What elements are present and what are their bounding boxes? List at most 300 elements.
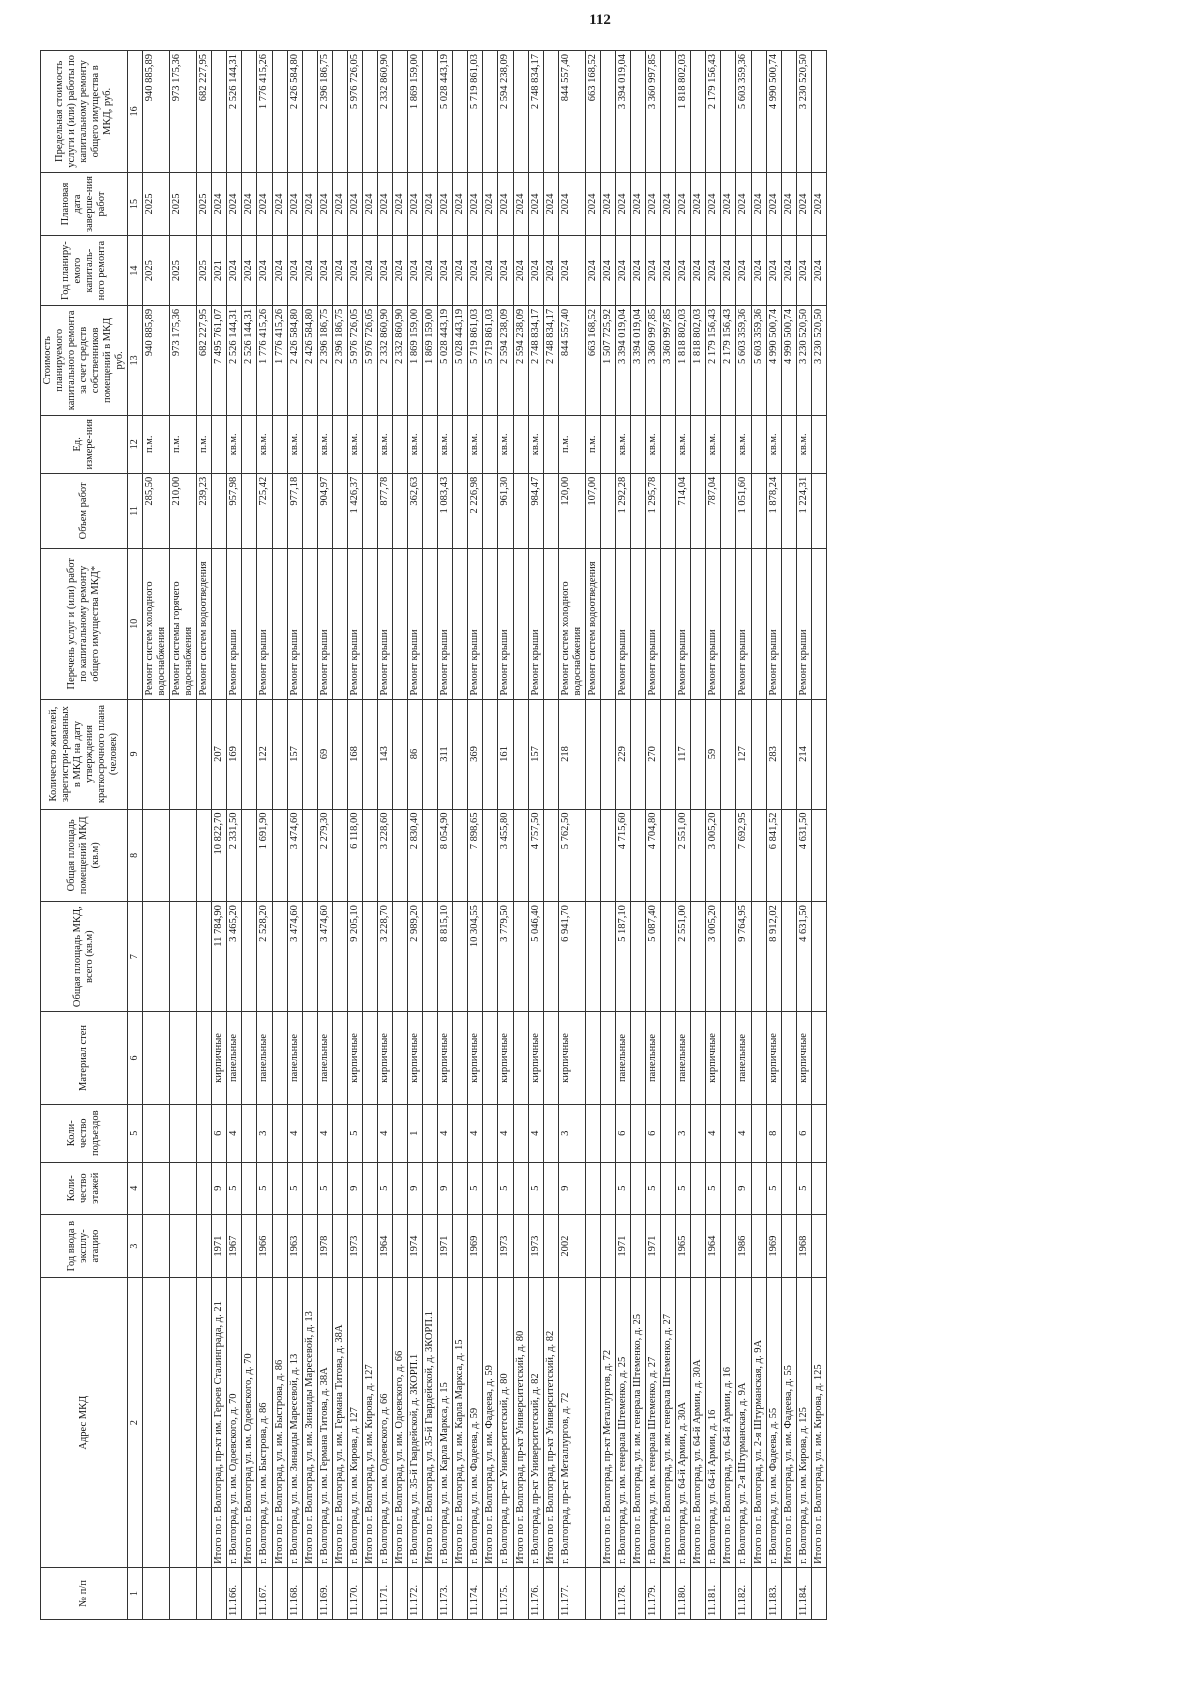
cell-n	[393, 1567, 408, 1619]
cell-n: 11.168.	[287, 1567, 302, 1619]
cell-p: 4	[377, 1104, 392, 1162]
cell-s	[483, 51, 498, 173]
cell-j	[393, 699, 408, 809]
cell-p: 6	[796, 1104, 811, 1162]
cell-addr	[170, 1278, 197, 1567]
cell-a7: 8 912,02	[766, 902, 781, 1012]
cell-v	[811, 473, 826, 548]
cell-c: 1 869 159,00	[408, 305, 423, 415]
cell-n	[302, 1567, 317, 1619]
cell-addr: Итого по г. Волгоград, пр-кт Металлургов, д. 72	[600, 1278, 615, 1567]
cell-a7: 3 474,60	[287, 902, 302, 1012]
cell-p	[585, 1104, 600, 1162]
cell-a8: 7 898,65	[468, 809, 483, 902]
total-row	[212, 51, 227, 1620]
header-col-3: Год ввода в эксплу-атацию	[41, 1214, 128, 1278]
cell-y: 1969	[766, 1214, 781, 1278]
total-row	[242, 51, 257, 1620]
cell-c: 5 976 726,05	[362, 305, 377, 415]
cell-addr: г. Волгоград, ул. 35-й Гвардейской, д. 3КОРП.1	[408, 1278, 423, 1567]
cell-f: 5	[615, 1162, 630, 1214]
total-row	[811, 51, 826, 1620]
cell-m: кирпичные	[347, 1012, 362, 1105]
cell-y: 1978	[317, 1214, 332, 1278]
cell-a8: 6 118,00	[347, 809, 362, 902]
cell-y15: 2024	[691, 172, 706, 236]
cell-f: 9	[558, 1162, 585, 1214]
cell-y15: 2024	[721, 172, 736, 236]
cell-y14: 2024	[721, 236, 736, 305]
cell-y: 1973	[347, 1214, 362, 1278]
cell-u: кв.м.	[377, 415, 392, 473]
cell-c: 2 594 238,09	[513, 305, 528, 415]
cell-c: 1 818 802,03	[676, 305, 691, 415]
cell-v	[631, 473, 646, 548]
cell-y14: 2024	[453, 236, 468, 305]
cell-v	[453, 473, 468, 548]
cell-m: кирпичные	[408, 1012, 423, 1105]
cell-y	[631, 1214, 646, 1278]
cell-a7	[393, 902, 408, 1012]
cell-addr: Итого по г. Волгоград, ул. им. Одоевского, д. 66	[393, 1278, 408, 1567]
cell-addr: Итого по г. Волгоград, ул. им. генерала Штеменко, д. 27	[661, 1278, 676, 1567]
cell-y15: 2024	[408, 172, 423, 236]
header-col-11: Объем работ	[41, 473, 128, 548]
cell-n: 11.167.	[257, 1567, 272, 1619]
cell-w: Ремонт крыши	[257, 549, 272, 700]
cell-w: Ремонт систем холодного водоснабжения	[558, 549, 585, 700]
cell-a8	[272, 809, 287, 902]
cell-s: 5 028 443,19	[438, 51, 453, 173]
cell-y14: 2024	[781, 236, 796, 305]
cell-c: 2 332 860,90	[377, 305, 392, 415]
cell-y14: 2024	[543, 236, 558, 305]
cell-f: 9	[438, 1162, 453, 1214]
rotated-table-container	[40, 50, 1160, 1620]
cell-y14: 2024	[257, 236, 272, 305]
cell-m	[631, 1012, 646, 1105]
cell-s	[453, 51, 468, 173]
cell-f: 5	[676, 1162, 691, 1214]
cell-m	[600, 1012, 615, 1105]
header-num-16: 16	[128, 51, 143, 173]
cell-w	[423, 549, 438, 700]
cell-s: 5 603 359,36	[736, 51, 751, 173]
cell-y14: 2024	[676, 236, 691, 305]
page-number: 112	[589, 12, 611, 28]
cell-y15: 2024	[528, 172, 543, 236]
cell-a7	[197, 902, 212, 1012]
cell-n	[631, 1567, 646, 1619]
cell-n: 11.179.	[646, 1567, 661, 1619]
cell-u	[631, 415, 646, 473]
cell-y	[142, 1214, 169, 1278]
table-row	[498, 51, 513, 1620]
cell-w	[781, 549, 796, 700]
cell-n: 11.176.	[528, 1567, 543, 1619]
cell-c: 5 603 359,36	[751, 305, 766, 415]
cell-s: 940 885,89	[142, 51, 169, 173]
cell-u	[483, 415, 498, 473]
cell-w	[721, 549, 736, 700]
cell-w: Ремонт крыши	[615, 549, 630, 700]
cell-a8	[543, 809, 558, 902]
cell-n: 11.173.	[438, 1567, 453, 1619]
cell-y14: 2024	[585, 236, 600, 305]
cell-y15: 2024	[781, 172, 796, 236]
cell-c: 4 990 500,74	[781, 305, 796, 415]
cell-w	[483, 549, 498, 700]
cell-s	[751, 51, 766, 173]
cell-c: 3 230 520,50	[796, 305, 811, 415]
cell-a8	[423, 809, 438, 902]
cell-a7: 3 474,60	[317, 902, 332, 1012]
cell-s: 663 168,52	[585, 51, 600, 173]
header-col-2: Адрес МКД	[41, 1278, 128, 1567]
cell-y	[393, 1214, 408, 1278]
cell-a8: 4 704,80	[646, 809, 661, 902]
table-row	[227, 51, 242, 1620]
cell-a8	[197, 809, 212, 902]
cell-a8	[661, 809, 676, 902]
header-num-4: 4	[128, 1162, 143, 1214]
cell-j	[661, 699, 676, 809]
cell-addr: Итого по г. Волгоград, ул. им. Германа Титова, д. 38А	[332, 1278, 347, 1567]
cell-y15: 2024	[751, 172, 766, 236]
cell-y	[423, 1214, 438, 1278]
cell-u	[423, 415, 438, 473]
cell-y14: 2024	[362, 236, 377, 305]
cell-a7: 6 941,70	[558, 902, 585, 1012]
cell-y14: 2024	[796, 236, 811, 305]
cell-a7: 2 989,20	[408, 902, 423, 1012]
cell-p: 6	[646, 1104, 661, 1162]
cell-addr: Итого по г. Волгоград, ул. им. генерала Штеменко, д. 25	[631, 1278, 646, 1567]
cell-a8: 4 757,50	[528, 809, 543, 902]
cell-y14: 2024	[242, 236, 257, 305]
cell-a7: 3 228,70	[377, 902, 392, 1012]
cell-v: 1 083,43	[438, 473, 453, 548]
header-num-2: 2	[128, 1278, 143, 1567]
cell-j: 59	[706, 699, 721, 809]
cell-p	[332, 1104, 347, 1162]
cell-u	[751, 415, 766, 473]
cell-v: 961,30	[498, 473, 513, 548]
cell-s: 2 426 584,80	[287, 51, 302, 173]
cell-s	[721, 51, 736, 173]
cell-f	[423, 1162, 438, 1214]
cell-j	[600, 699, 615, 809]
cell-m	[453, 1012, 468, 1105]
cell-v: 904,97	[317, 473, 332, 548]
cell-v: 285,50	[142, 473, 169, 548]
cell-n: 11.177.	[558, 1567, 585, 1619]
cell-w	[513, 549, 528, 700]
cell-y14: 2024	[766, 236, 781, 305]
cell-a8: 2 331,50	[227, 809, 242, 902]
total-row	[781, 51, 796, 1620]
header-num-13: 13	[128, 305, 143, 415]
cell-addr: Итого по г. Волгоград, ул. им. Зинаиды Маресевой, д. 13	[302, 1278, 317, 1567]
cell-y14: 2025	[197, 236, 212, 305]
cell-a8: 8 054,90	[438, 809, 453, 902]
cell-v	[661, 473, 676, 548]
cell-c: 940 885,89	[142, 305, 169, 415]
header-number-row	[128, 51, 143, 1620]
cell-c: 2 396 186,75	[317, 305, 332, 415]
cell-m	[661, 1012, 676, 1105]
cell-p: 4	[438, 1104, 453, 1162]
cell-a7	[170, 902, 197, 1012]
cell-a7: 5 087,40	[646, 902, 661, 1012]
cell-y	[721, 1214, 736, 1278]
cell-w: Ремонт систем водоотведения	[585, 549, 600, 700]
cell-n	[453, 1567, 468, 1619]
cell-y15: 2024	[212, 172, 227, 236]
cell-y14: 2024	[408, 236, 423, 305]
table-row	[585, 51, 600, 1620]
cell-v: 1 224,31	[796, 473, 811, 548]
cell-p	[453, 1104, 468, 1162]
cell-addr: Итого по г. Волгоград, ул. им. Фадеева, д. 59	[483, 1278, 498, 1567]
cell-m: кирпичные	[706, 1012, 721, 1105]
cell-y15: 2024	[811, 172, 826, 236]
cell-y15: 2024	[257, 172, 272, 236]
cell-u: кв.м.	[227, 415, 242, 473]
header-col-13: Стоимость планируемого капитального ремонта за счет средств собственников помещений в МКД руб.	[41, 305, 128, 415]
cell-v: 1 426,37	[347, 473, 362, 548]
cell-y	[197, 1214, 212, 1278]
cell-y	[811, 1214, 826, 1278]
cell-a8	[781, 809, 796, 902]
header-num-8: 8	[128, 809, 143, 902]
cell-f: 5	[257, 1162, 272, 1214]
cell-p	[751, 1104, 766, 1162]
cell-c: 2 748 834,17	[543, 305, 558, 415]
cell-y14: 2024	[751, 236, 766, 305]
cell-c: 2 748 834,17	[528, 305, 543, 415]
cell-f	[272, 1162, 287, 1214]
cell-p: 4	[227, 1104, 242, 1162]
cell-a7	[811, 902, 826, 1012]
cell-u: кв.м.	[676, 415, 691, 473]
cell-j: 161	[498, 699, 513, 809]
cell-a7	[543, 902, 558, 1012]
cell-s: 3 394 019,04	[615, 51, 630, 173]
cell-p	[242, 1104, 257, 1162]
cell-f: 5	[796, 1162, 811, 1214]
cell-y	[585, 1214, 600, 1278]
cell-a7: 11 784,90	[212, 902, 227, 1012]
cell-m: панельные	[676, 1012, 691, 1105]
cell-y14: 2024	[438, 236, 453, 305]
cell-addr: Итого по г. Волгоград, ул. 64-й Армии, д. 30А	[691, 1278, 706, 1567]
cell-v: 1 051,60	[736, 473, 751, 548]
cell-m: панельные	[317, 1012, 332, 1105]
cell-f	[631, 1162, 646, 1214]
cell-w: Ремонт крыши	[317, 549, 332, 700]
cell-s	[543, 51, 558, 173]
cell-m: панельные	[646, 1012, 661, 1105]
cell-f: 5	[766, 1162, 781, 1214]
cell-y14: 2024	[227, 236, 242, 305]
cell-y15: 2025	[142, 172, 169, 236]
cell-p: 4	[498, 1104, 513, 1162]
cell-p: 4	[736, 1104, 751, 1162]
cell-c: 663 168,52	[585, 305, 600, 415]
cell-c: 3 360 997,85	[646, 305, 661, 415]
table-row	[528, 51, 543, 1620]
cell-m: панельные	[257, 1012, 272, 1105]
cell-v	[362, 473, 377, 548]
cell-j: 157	[287, 699, 302, 809]
cell-v: 107,00	[585, 473, 600, 548]
cell-m	[781, 1012, 796, 1105]
cell-addr: г. Волгоград, ул. им. генерала Штеменко, д. 27	[646, 1278, 661, 1567]
cell-y14: 2024	[287, 236, 302, 305]
header-col-5: Коли-чество подъездов	[41, 1104, 128, 1162]
total-row	[513, 51, 528, 1620]
cell-f: 5	[377, 1162, 392, 1214]
cell-p	[811, 1104, 826, 1162]
cell-c: 5 603 359,36	[736, 305, 751, 415]
cell-y: 1964	[706, 1214, 721, 1278]
cell-a7: 3 005,20	[706, 902, 721, 1012]
header-col-8: Общая площадь помещений МКД (кв.м)	[41, 809, 128, 902]
cell-u	[212, 415, 227, 473]
cell-j: 229	[615, 699, 630, 809]
cell-y15: 2024	[377, 172, 392, 236]
cell-v	[423, 473, 438, 548]
cell-addr: Итого по г. Волгоград, пр-кт Университетский, д. 80	[513, 1278, 528, 1567]
cell-w	[691, 549, 706, 700]
cell-a8	[721, 809, 736, 902]
cell-s: 5 719 861,03	[468, 51, 483, 173]
cell-y14: 2024	[347, 236, 362, 305]
header-num-14: 14	[128, 236, 143, 305]
header-col-10: Перечень услуг и (или) работ по капитальному ремонту общего имущества МКД*	[41, 549, 128, 700]
cell-j	[811, 699, 826, 809]
cell-v: 725,42	[257, 473, 272, 548]
cell-f	[142, 1162, 169, 1214]
cell-y	[302, 1214, 317, 1278]
cell-addr: Итого по г. Волгоград, ул. им. Кирова, д. 127	[362, 1278, 377, 1567]
cell-f	[453, 1162, 468, 1214]
header-col-12: Ед. измере-ния	[41, 415, 128, 473]
cell-u	[332, 415, 347, 473]
cell-y15: 2024	[615, 172, 630, 236]
cell-y14: 2024	[558, 236, 585, 305]
cell-p	[272, 1104, 287, 1162]
cell-a8: 3 474,60	[287, 809, 302, 902]
cell-y14: 2024	[468, 236, 483, 305]
cell-m	[811, 1012, 826, 1105]
cell-m: кирпичные	[498, 1012, 513, 1105]
cell-a7	[513, 902, 528, 1012]
cell-a7: 3 465,20	[227, 902, 242, 1012]
total-row	[332, 51, 347, 1620]
header-col-14: Год планиру-емого капиталь-ного ремонта	[41, 236, 128, 305]
cell-s	[302, 51, 317, 173]
header-num-10: 10	[128, 549, 143, 700]
cell-y14: 2024	[646, 236, 661, 305]
cell-f	[170, 1162, 197, 1214]
cell-y15: 2024	[483, 172, 498, 236]
cell-addr: г. Волгоград, ул. им. Быстрова, д. 86	[257, 1278, 272, 1567]
cell-v	[393, 473, 408, 548]
header-col-9: Количество жителей, зарегистри-рованных в МКД на дату утверждения краткосрочного плана (человек)	[41, 699, 128, 809]
cell-n	[781, 1567, 796, 1619]
cell-p	[362, 1104, 377, 1162]
cell-p: 4	[706, 1104, 721, 1162]
cell-m: кирпичные	[796, 1012, 811, 1105]
cell-n: 11.174.	[468, 1567, 483, 1619]
cell-j	[513, 699, 528, 809]
cell-w	[600, 549, 615, 700]
cell-y14: 2024	[498, 236, 513, 305]
cell-n: 11.183.	[766, 1567, 781, 1619]
cell-a7	[142, 902, 169, 1012]
total-row	[631, 51, 646, 1620]
cell-n	[513, 1567, 528, 1619]
header-num-5: 5	[128, 1104, 143, 1162]
cell-f: 9	[212, 1162, 227, 1214]
cell-f	[691, 1162, 706, 1214]
cell-u	[362, 415, 377, 473]
cell-m: кирпичные	[766, 1012, 781, 1105]
table-row	[317, 51, 332, 1620]
cell-a8: 4 631,50	[796, 809, 811, 902]
cell-y15: 2024	[676, 172, 691, 236]
cell-w	[362, 549, 377, 700]
cell-y15: 2025	[170, 172, 197, 236]
cell-s	[242, 51, 257, 173]
cell-n: 11.182.	[736, 1567, 751, 1619]
table-row	[438, 51, 453, 1620]
cell-u	[513, 415, 528, 473]
cell-v	[751, 473, 766, 548]
cell-u: кв.м.	[287, 415, 302, 473]
cell-y	[513, 1214, 528, 1278]
cell-a7	[661, 902, 676, 1012]
cell-w: Ремонт крыши	[736, 549, 751, 700]
cell-y: 1966	[257, 1214, 272, 1278]
cell-n: 11.169.	[317, 1567, 332, 1619]
cell-u	[721, 415, 736, 473]
cell-a8: 10 822,70	[212, 809, 227, 902]
cell-a8: 3 005,20	[706, 809, 721, 902]
cell-addr: Итого по г. Волгоград ул. им. Одоевского, д. 70	[242, 1278, 257, 1567]
cell-c: 1 776 415,26	[272, 305, 287, 415]
cell-c: 3 360 997,85	[661, 305, 676, 415]
cell-y14: 2024	[615, 236, 630, 305]
header-num-12: 12	[128, 415, 143, 473]
cell-addr: г. Волгоград, пр-кт Университетский, д. 80	[498, 1278, 513, 1567]
cell-j	[751, 699, 766, 809]
total-row	[362, 51, 377, 1620]
cell-y	[781, 1214, 796, 1278]
cell-s: 1 869 159,00	[408, 51, 423, 173]
cell-a8	[362, 809, 377, 902]
cell-f	[302, 1162, 317, 1214]
cell-a8	[513, 809, 528, 902]
cell-m	[483, 1012, 498, 1105]
cell-s	[332, 51, 347, 173]
cell-a7: 8 815,10	[438, 902, 453, 1012]
cell-y15: 2024	[393, 172, 408, 236]
cell-p: 5	[347, 1104, 362, 1162]
cell-u: кв.м.	[766, 415, 781, 473]
